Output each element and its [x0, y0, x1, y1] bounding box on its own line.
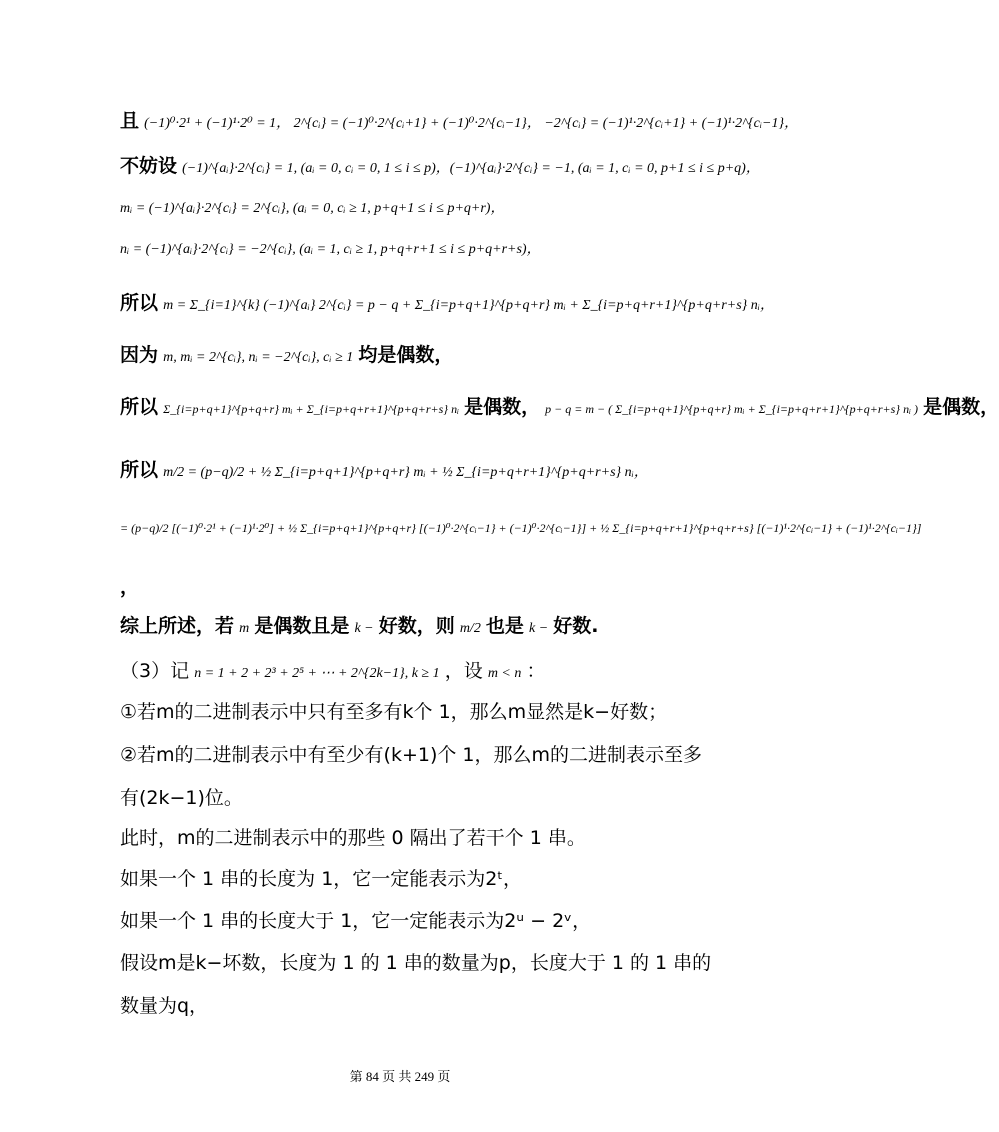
- line-6: [120, 340, 453, 367]
- line-12-math2: m < n: [487, 666, 522, 681]
- line-1-prefix: 且: [120, 110, 140, 132]
- line-7-math2: p − q = m − ( Σ_{i=p+q+1}^{p+q+r} mᵢ + Σ_{i=p+q+r+1}^{p+q+r+s} nᵢ ): [545, 402, 918, 416]
- line-3: [120, 197, 504, 217]
- line-11-math: m: [239, 621, 250, 636]
- line-11: [120, 611, 599, 638]
- line-12: [120, 656, 545, 683]
- line-5: [120, 288, 774, 315]
- line-6-prefix: 因为: [120, 344, 159, 366]
- line-15: 有(2k−1)位。: [120, 787, 243, 809]
- line-11-prefix: 综上所述，若: [120, 615, 235, 637]
- line-7: [120, 392, 999, 419]
- line-6-math: m, mᵢ = 2^{cᵢ}, nᵢ = −2^{cᵢ}, cᵢ ≥ 1: [163, 350, 354, 365]
- line-4-math: nᵢ = (−1)^{aᵢ}·2^{cᵢ} = −2^{cᵢ}, (aᵢ = 1, cᵢ ≥ 1, p+q+r+1 ≤ i ≤ p+q+r+s)，: [120, 242, 541, 257]
- line-12-prefix: （3）记: [120, 660, 190, 682]
- line-8-prefix: 所以: [120, 459, 159, 481]
- line-18: 如果一个 1 串的长度大于 1，它一定能表示为2ᵘ − 2ᵛ，: [120, 910, 592, 932]
- line-4: [120, 238, 541, 258]
- line-9-math: = (p−q)/2 [(−1)⁰·2¹ + (−1)¹·2⁰] + ½ Σ_{i=p+q+1}^{p+q+r} [(−1)⁰·2^{cᵢ−1} + (−1)⁰·2^{cᵢ−1}] + ½ Σ_{i=p+q+r+1}^{p+q+r+s} [(−1)¹·2^{cᵢ−1} + (−1)¹·2^{cᵢ−1}]: [120, 521, 922, 535]
- line-5-prefix: 所以: [120, 292, 159, 314]
- line-11-math4: k −: [529, 621, 549, 636]
- line-13: ①若m的二进制表示中只有至多有k个 1，那么m显然是k−好数；: [120, 701, 668, 723]
- line-7-prefix: 所以: [120, 396, 159, 418]
- line-1: [120, 106, 798, 133]
- line-16: 此时，m的二进制表示中的那些 0 隔出了若干个 1 串。: [120, 827, 586, 849]
- page-footer: 第 84 页 共 249 页: [349, 1069, 451, 1084]
- line-11-suffix: 是偶数且是: [254, 615, 350, 637]
- line-14: ②若m的二进制表示中有至少有(k+1)个 1，那么m的二进制表示至多: [120, 744, 703, 766]
- line-12-suffix: ，设: [444, 660, 483, 682]
- line-7-math: Σ_{i=p+q+1}^{p+q+r} mᵢ + Σ_{i=p+q+r+1}^{p+q+r+s} nᵢ: [163, 402, 459, 416]
- line-1-math: (−1)⁰·2¹ + (−1)¹·2⁰ = 1， 2^{cᵢ} = (−1)⁰·2^{cᵢ+1} + (−1)⁰·2^{cᵢ−1}， −2^{cᵢ} = (−1)¹·2^{cᵢ+1} + (−1)¹·2^{cᵢ−1}，: [144, 116, 799, 131]
- line-11-math3: m/2: [459, 621, 481, 636]
- line-10-prefix: ，: [120, 576, 140, 598]
- line-8-math: m/2 = (p−q)/2 + ½ Σ_{i=p+q+1}^{p+q+r} mᵢ + ½ Σ_{i=p+q+r+1}^{p+q+r+s} nᵢ，: [163, 465, 648, 480]
- line-2-math: (−1)^{aᵢ}·2^{cᵢ} = 1, (aᵢ = 0, cᵢ = 0, 1 ≤ i ≤ p)，(−1)^{aᵢ}·2^{cᵢ} = −1, (aᵢ = 1, cᵢ = 0, p+1 ≤ i ≤ p+q)，: [182, 161, 760, 176]
- line-2: [120, 151, 760, 178]
- line-9: [120, 517, 921, 536]
- line-11-math2: k −: [354, 621, 374, 636]
- line-19: 假设m是k−坏数，长度为 1 的 1 串的数量为p，长度大于 1 的 1 串的: [120, 952, 712, 974]
- line-7-suffix2: 是偶数，: [923, 396, 999, 418]
- line-6-suffix: 均是偶数，: [358, 344, 454, 366]
- line-8: [120, 455, 648, 482]
- line-12-suffix2: ：: [526, 660, 546, 682]
- line-5-math: m = Σ_{i=1}^{k} (−1)^{aᵢ} 2^{cᵢ} = p − q + Σ_{i=p+q+1}^{p+q+r} mᵢ + Σ_{i=p+q+r+1}^{p+q+r+s} nᵢ，: [163, 298, 774, 313]
- line-10: [120, 572, 139, 599]
- line-20: 数量为q，: [120, 995, 209, 1017]
- line-7-suffix: 是偶数，: [464, 396, 541, 418]
- line-3-math: mᵢ = (−1)^{aᵢ}·2^{cᵢ} = 2^{cᵢ}, (aᵢ = 0, cᵢ ≥ 1, p+q+1 ≤ i ≤ p+q+r)，: [120, 201, 505, 216]
- line-17: 如果一个 1 串的长度为 1，它一定能表示为2ᵗ，: [120, 868, 522, 890]
- line-11-suffix2: 好数，则: [378, 615, 455, 637]
- line-2-prefix: 不妨设: [120, 155, 178, 177]
- line-11-suffix4: 好数.: [553, 615, 599, 637]
- line-12-math: n = 1 + 2 + 2³ + 2⁵ + ⋯ + 2^{2k−1}, k ≥ 1: [194, 666, 440, 681]
- line-11-suffix3: 也是: [485, 615, 524, 637]
